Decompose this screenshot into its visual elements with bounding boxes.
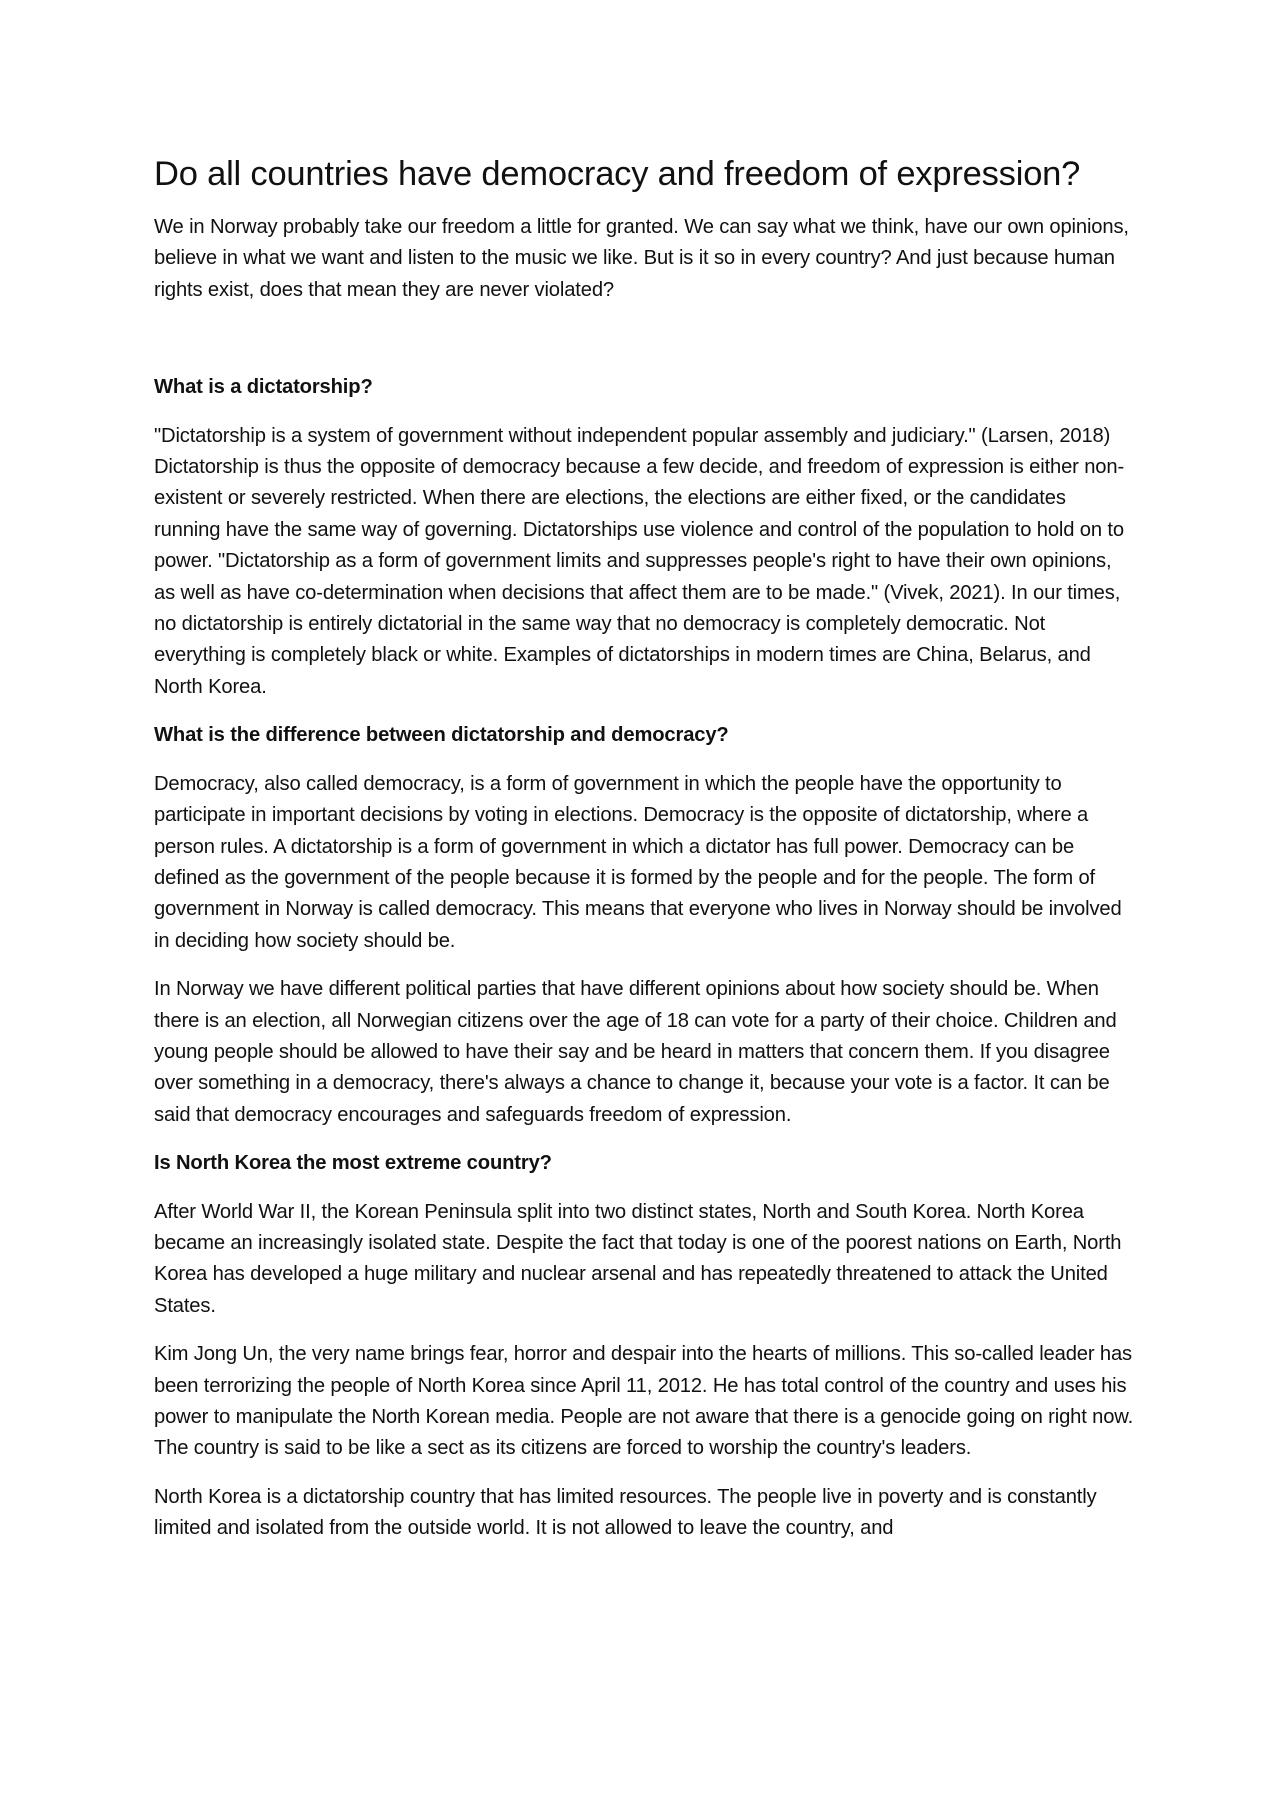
section-paragraph: North Korea is a dictatorship country that has limited resources. The people live in poverty and is constantly limited and isolated from the outside world. It is not allowed to leave the country, and (154, 1485, 1097, 1540)
section-paragraph: Kim Jong Un, the very name brings fear, horror and despair into the hearts of millions. This so-called leader has been terrorizing the people of North Korea since April 11, 2012. He has total control of the country and uses his power to manipulate the North Korean media. People are not aware that there is a genocide going on right now. The country is said to be like a sect as its citizens are forced to worship the country's leaders. (154, 1343, 1134, 1460)
section-paragraph: Democracy, also called democracy, is a form of government in which the people have the opportunity to participate in important decisions by voting in elections. Democracy is the opposite of dictatorship, where a person rules. A dictatorship is a form of government in which a dictator has full power. Democracy can be defined as the government of the people because it is formed by the people and for the people. The form of government in Norway is called democracy. This means that everyone who lives in Norway should be involved in deciding how society should be. (154, 772, 1122, 952)
document-title: Do all countries have democracy and freedom of expression? (154, 155, 1081, 193)
document-page (154, 152, 1134, 1562)
section-paragraph: After World War II, the Korean Peninsula split into two distinct states, North and South Korea. North Korea became an increasingly isolated state. Despite the fact that today is one of the poorest nations on Earth, North Korea has developed a huge military and nuclear arsenal and has repeatedly threatened to attack the United States. (154, 1200, 1122, 1317)
section-paragraph: "Dictatorship is a system of government without independent popular assembly and judiciary." (Larsen, 2018) Dictatorship is thus the opposite of democracy because a few decide, and freedom of expression is either non-existent or severely restricted. When there are elections, the elections are either fixed, or the candidates running have the same way of governing. Dictatorships use violence and control of the population to hold on to power. "Dictatorship as a form of government limits and suppresses people's right to have their own opinions, as well as have co-determination when decisions that affect them are to be made." (Vivek, 2021). In our times, no dictatorship is entirely dictatorial in the same way that no democracy is completely democratic. Not everything is completely black or white. Examples of dictatorships in modern times are China, Belarus, and North Korea. (154, 424, 1125, 698)
section-heading-dictatorship: What is a dictatorship? (154, 376, 373, 399)
section-heading-north-korea: Is North Korea the most extreme country? (154, 1152, 552, 1175)
intro-paragraph: We in Norway probably take our freedom a little for granted. We can say what we think, have our own opinions, believe in what we want and listen to the music we like. But is it so in every country? And just because human rights exist, does that mean they are never violated? (154, 216, 1129, 301)
spacer (154, 323, 1134, 372)
section-paragraph: In Norway we have different political parties that have different opinions about how society should be. When there is an election, all Norwegian citizens over the age of 18 can vote for a party of their choice. Children and young people should be allowed to have their say and be heard in matters that concern them. If you disagree over something in a democracy, there's always a chance to change it, because your vote is a factor. It can be said that democracy encourages and safeguards freedom of expression. (154, 978, 1117, 1126)
section-heading-difference: What is the difference between dictatorship and democracy? (154, 724, 729, 747)
